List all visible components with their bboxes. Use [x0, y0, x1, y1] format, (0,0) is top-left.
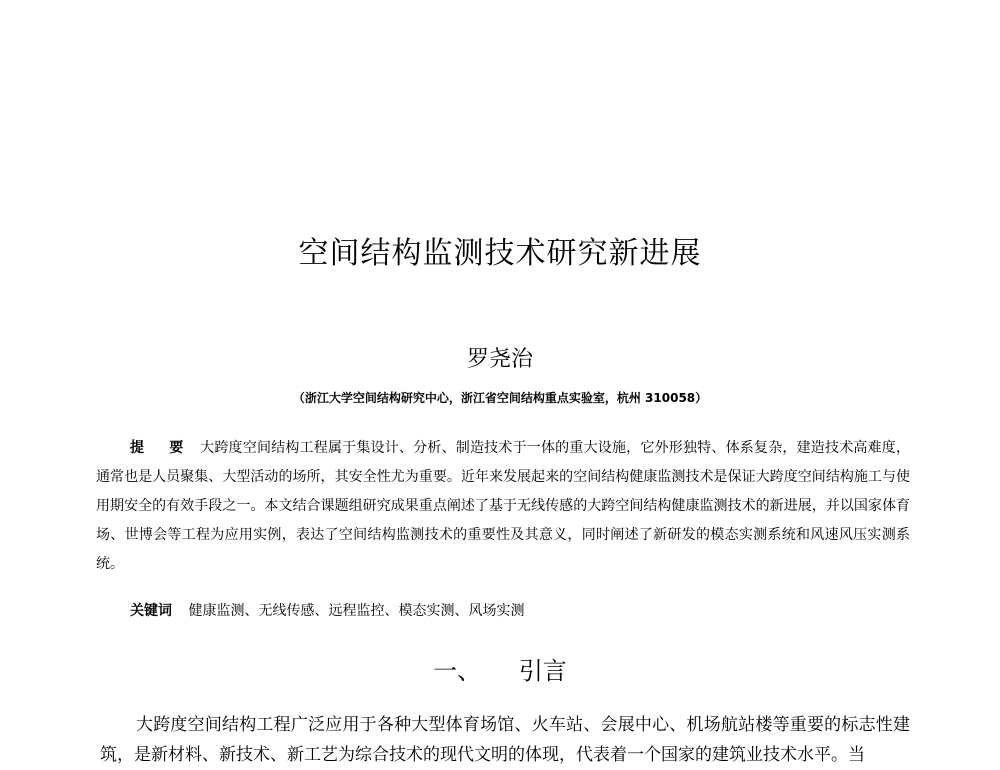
abstract-text: 大跨度空间结构工程属于集设计、分析、制造技术于一体的重大设施，它外形独特、体系复杂，建造技术高难度，通常也是人员聚集、大型活动的场所，其安全性尤为重要。近年来发展起来的空间结构健康监测技术是保证大跨度空间结构施工与使用期安全的有效手段之一。本文结合课题组研究成果重点阐述了基于无线传感的大跨空间结构健康监测技术的新进展，并以国家体育场、世博会等工程为应用实例，表达了空间结构监测技术的重要性及其意义，同时阐述了新研发的模态实测系统和风速风压实测系统。 [96, 440, 911, 572]
keywords [130, 600, 524, 620]
section-title: 引言 [518, 657, 567, 685]
keywords-text: 健康监测、无线传感、远程监控、模态实测、风场实测 [188, 603, 525, 619]
body-paragraph: 大跨度空间结构工程广泛应用于各种大型体育场馆、火车站、会展中心、机场航站楼等重要的标志性建筑，是新材料、新技术、新工艺为综合技术的现代文明的体现，代表着一个国家的建筑业技术水平。当 [100, 715, 910, 765]
author-affiliation: （浙江大学空间结构研究中心，浙江省空间结构重点实验室，杭州 310058） [292, 391, 708, 405]
keywords-label: 关键词 [130, 603, 172, 619]
abstract-label: 提 要 [130, 440, 194, 456]
paper-title: 空间结构监测技术研究新进展 [298, 236, 702, 271]
author-name: 罗尧治 [466, 347, 533, 372]
section-heading [0, 651, 1000, 686]
section-number: 一、 [433, 657, 482, 685]
abstract [96, 434, 910, 579]
